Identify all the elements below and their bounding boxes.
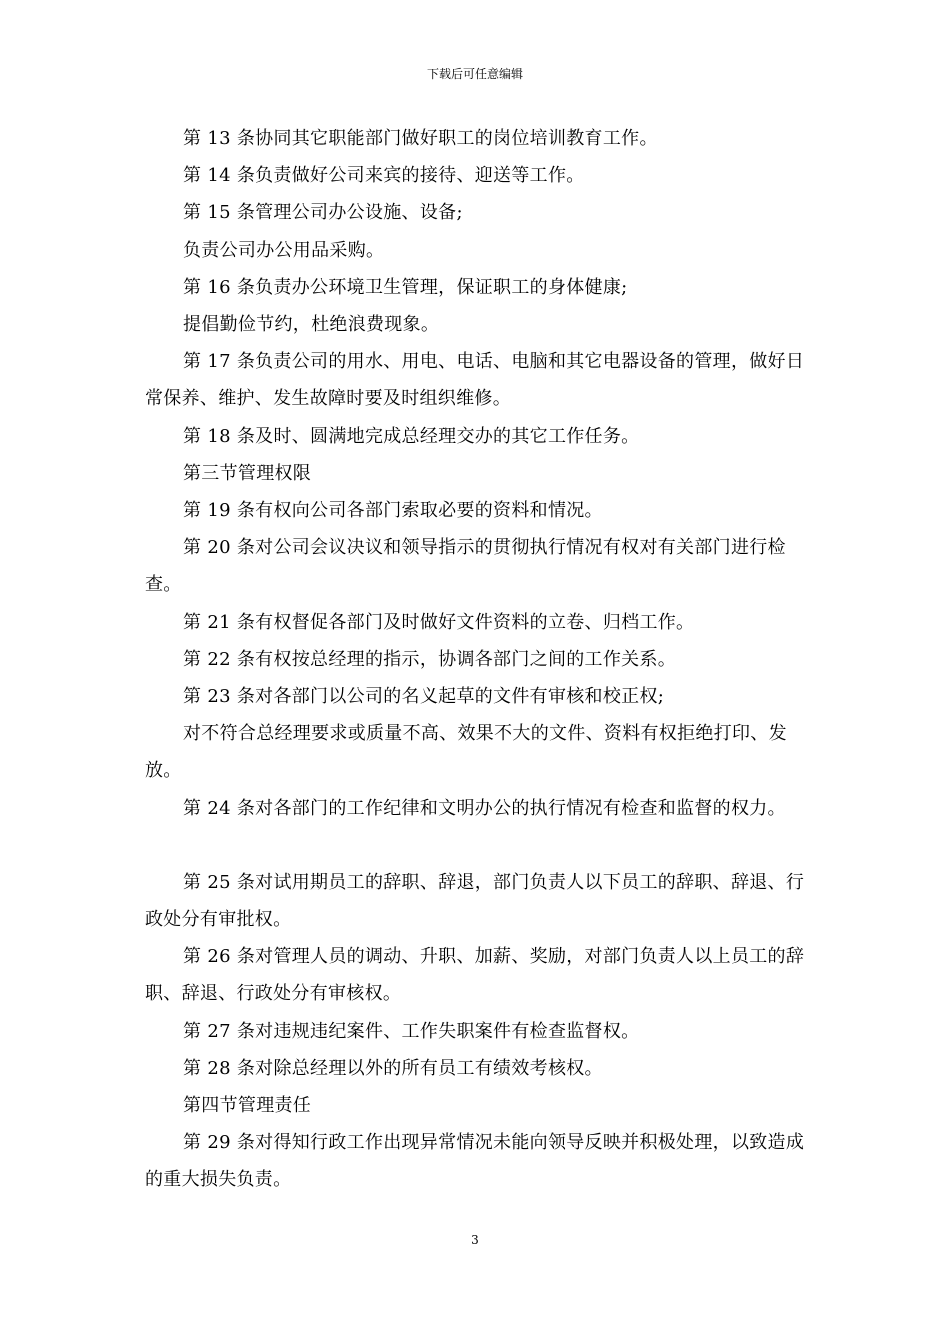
paragraph-20: 第 20 条对公司会议决议和领导指示的贯彻执行情况有权对有关部门进行检查。: [145, 537, 786, 596]
paragraph-15: 第 15 条管理公司办公设施、设备;: [183, 202, 463, 224]
section-heading-4: 第四节管理责任: [183, 1095, 312, 1117]
page-number: 3: [471, 1233, 479, 1247]
paragraph-24: 第 24 条对各部门的工作纪律和文明办公的执行情况有检查和监督的权力。: [183, 797, 786, 819]
paragraph-28: 第 28 条对除总经理以外的所有员工有绩效考核权。: [183, 1057, 603, 1079]
paragraph-13: 第 13 条协同其它职能部门做好职工的岗位培训教育工作。: [183, 128, 658, 149]
paragraph-27: 第 27 条对违规违纪案件、工作失职案件有检查监督权。: [183, 1020, 640, 1042]
paragraph-18: 第 18 条及时、圆满地完成总经理交办的其它工作任务。: [183, 425, 640, 447]
paragraph-29: 第 29 条对得知行政工作出现异常情况未能向领导反映并积极处理，以致造成的重大损失负责。: [145, 1132, 805, 1191]
paragraph-16-cont: 提倡勤俭节约，杜绝浪费现象。: [183, 314, 440, 336]
section-heading-3: 第三节管理权限: [183, 462, 312, 484]
paragraph-14: 第 14 条负责做好公司来宾的接待、迎送等工作。: [183, 165, 585, 187]
paragraph-19: 第 19 条有权向公司各部门索取必要的资料和情况。: [183, 500, 603, 522]
paragraph-26: 第 26 条对管理人员的调动、升职、加薪、奖励，对部门负责人以上员工的辞职、辞退、行政处分有审核权。: [145, 946, 805, 1005]
paragraph-21: 第 21 条有权督促各部门及时做好文件资料的立卷、归档工作。: [183, 611, 695, 633]
paragraph-17: 第 17 条负责公司的用水、用电、电话、电脑和其它电器设备的管理，做好日常保养、维护、发生故障时要及时组织维修。: [145, 351, 805, 410]
paragraph-22: 第 22 条有权按总经理的指示，协调各部门之间的工作关系。: [183, 648, 677, 670]
paragraph-23: 第 23 条对各部门以公司的名义起草的文件有审核和校正权;: [183, 686, 665, 708]
page-header: 下载后可任意编辑: [426, 67, 523, 81]
document-body: [145, 120, 810, 1199]
paragraph-15-cont: 负责公司办公用品采购。: [183, 239, 385, 261]
paragraph-23-cont: 对不符合总经理要求或质量不高、效果不大的文件、资料有权拒绝打印、发放。: [145, 723, 787, 782]
paragraph-25: 第 25 条对试用期员工的辞职、辞退，部门负责人以下员工的辞职、辞退、行政处分有审批权。: [145, 871, 805, 931]
paragraph-16: 第 16 条负责办公环境卫生管理，保证职工的身体健康;: [183, 276, 628, 298]
